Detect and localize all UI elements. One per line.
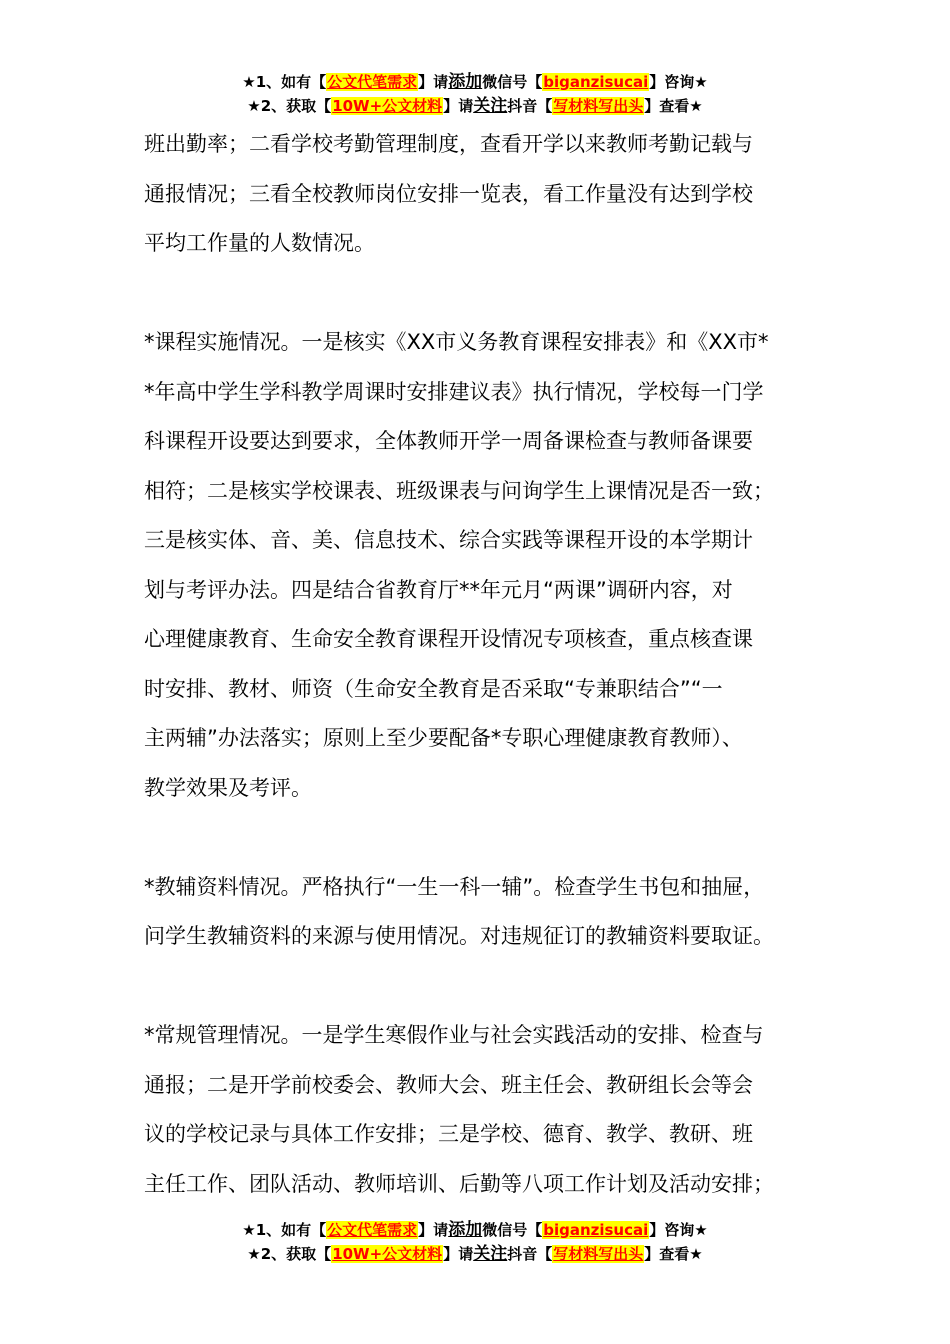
banner-text: ★2、获取【 [247, 1245, 332, 1263]
header-banner [0, 70, 950, 118]
text-line: *课程实施情况。一是核实《XX市义务教育课程安排表》和《XX市* [144, 330, 769, 354]
banner-text: ★1、如有【 [242, 1221, 327, 1239]
text-line: *常规管理情况。一是学生寒假作业与社会实践活动的安排、检查与 [144, 1023, 764, 1047]
text-line: 时安排、教材、师资（生命安全教育是否采取“专兼职结合”“一 [144, 676, 723, 701]
footer-banner [0, 1218, 950, 1266]
banner-text: 】请 [443, 97, 474, 115]
banner-emphasis: 添加 [448, 72, 483, 92]
banner-line-2 [0, 94, 950, 118]
text-line: *教辅资料情况。严格执行“一生一科一辅”。检查学生书包和抽屉， [144, 874, 765, 899]
banner-emphasis: 关注 [473, 96, 508, 116]
banner-highlight: biganzisucai [543, 1221, 649, 1239]
paragraph-gap [144, 269, 844, 319]
banner-highlight: 写材料写出头 [553, 1245, 644, 1263]
banner-text: 抖音【 [507, 1245, 553, 1263]
text-line: 划与考评办法。四是结合省教育厅**年元月“两课”调研内容，对 [144, 577, 733, 602]
text-line: *年高中学生学科教学周课时安排建议表》执行情况，学校每一门学 [144, 379, 764, 404]
text-line: 议的学校记录与具体工作安排；三是学校、德育、教学、教研、班 [144, 1122, 753, 1146]
text-line: 三是核实体、音、美、信息技术、综合实践等课程开设的本学期计 [144, 528, 753, 552]
banner-highlight: 写材料写出头 [553, 97, 644, 115]
text-line: 教学效果及考评。 [144, 775, 312, 800]
banner-text: 】咨询★ [649, 73, 708, 91]
banner-text: 】请 [418, 1221, 449, 1239]
text-line: 通报；二是开学前校委会、教师大会、班主任会、教研组长会等会 [144, 1072, 753, 1097]
text-line: 主任工作、团队活动、教师培训、后勤等八项工作计划及活动安排； [144, 1171, 774, 1196]
text-line: 平均工作量的人数情况。 [144, 231, 375, 255]
banner-text: 微信号【 [482, 73, 543, 91]
banner-line-2 [0, 1242, 950, 1266]
banner-text: ★2、获取【 [247, 97, 332, 115]
banner-highlight: 10W+公文材料 [332, 1245, 443, 1263]
text-line: 通报情况；三看全校教师岗位安排一览表，看工作量没有达到学校 [144, 181, 753, 206]
banner-emphasis: 添加 [448, 1220, 483, 1240]
paragraph-gap [144, 813, 844, 863]
banner-text: 】咨询★ [649, 1221, 708, 1239]
banner-line-1 [0, 1218, 950, 1242]
text-line: 科课程开设要达到要求，全体教师开学一周备课检查与教师备课要 [144, 429, 753, 453]
banner-highlight: 10W+公文材料 [332, 97, 443, 115]
document-body [144, 120, 844, 1209]
banner-text: 】查看★ [644, 97, 703, 115]
banner-highlight: 公文代笔需求 [327, 73, 418, 91]
banner-text: 】查看★ [644, 1245, 703, 1263]
banner-highlight: biganzisucai [543, 73, 649, 91]
paragraph-gap [144, 962, 844, 1012]
banner-text: 微信号【 [482, 1221, 543, 1239]
banner-text: 抖音【 [507, 97, 553, 115]
text-line: 心理健康教育、生命安全教育课程开设情况专项核查，重点核查课 [144, 627, 753, 651]
banner-emphasis: 关注 [473, 1244, 508, 1264]
banner-text: ★1、如有【 [242, 73, 327, 91]
text-line: 问学生教辅资料的来源与使用情况。对违规征订的教辅资料要取证。 [144, 924, 774, 948]
text-line: 班出勤率；二看学校考勤管理制度，查看开学以来教师考勤记载与 [144, 132, 753, 156]
text-line: 主两辅”办法落实；原则上至少要配备*专职心理健康教育教师）、 [144, 726, 743, 750]
banner-highlight: 公文代笔需求 [327, 1221, 418, 1239]
banner-text: 】请 [418, 73, 449, 91]
text-line: 相符；二是核实学校课表、班级课表与问询学生上课情况是否一致； [144, 478, 774, 503]
banner-text: 】请 [443, 1245, 474, 1263]
banner-line-1 [0, 70, 950, 94]
